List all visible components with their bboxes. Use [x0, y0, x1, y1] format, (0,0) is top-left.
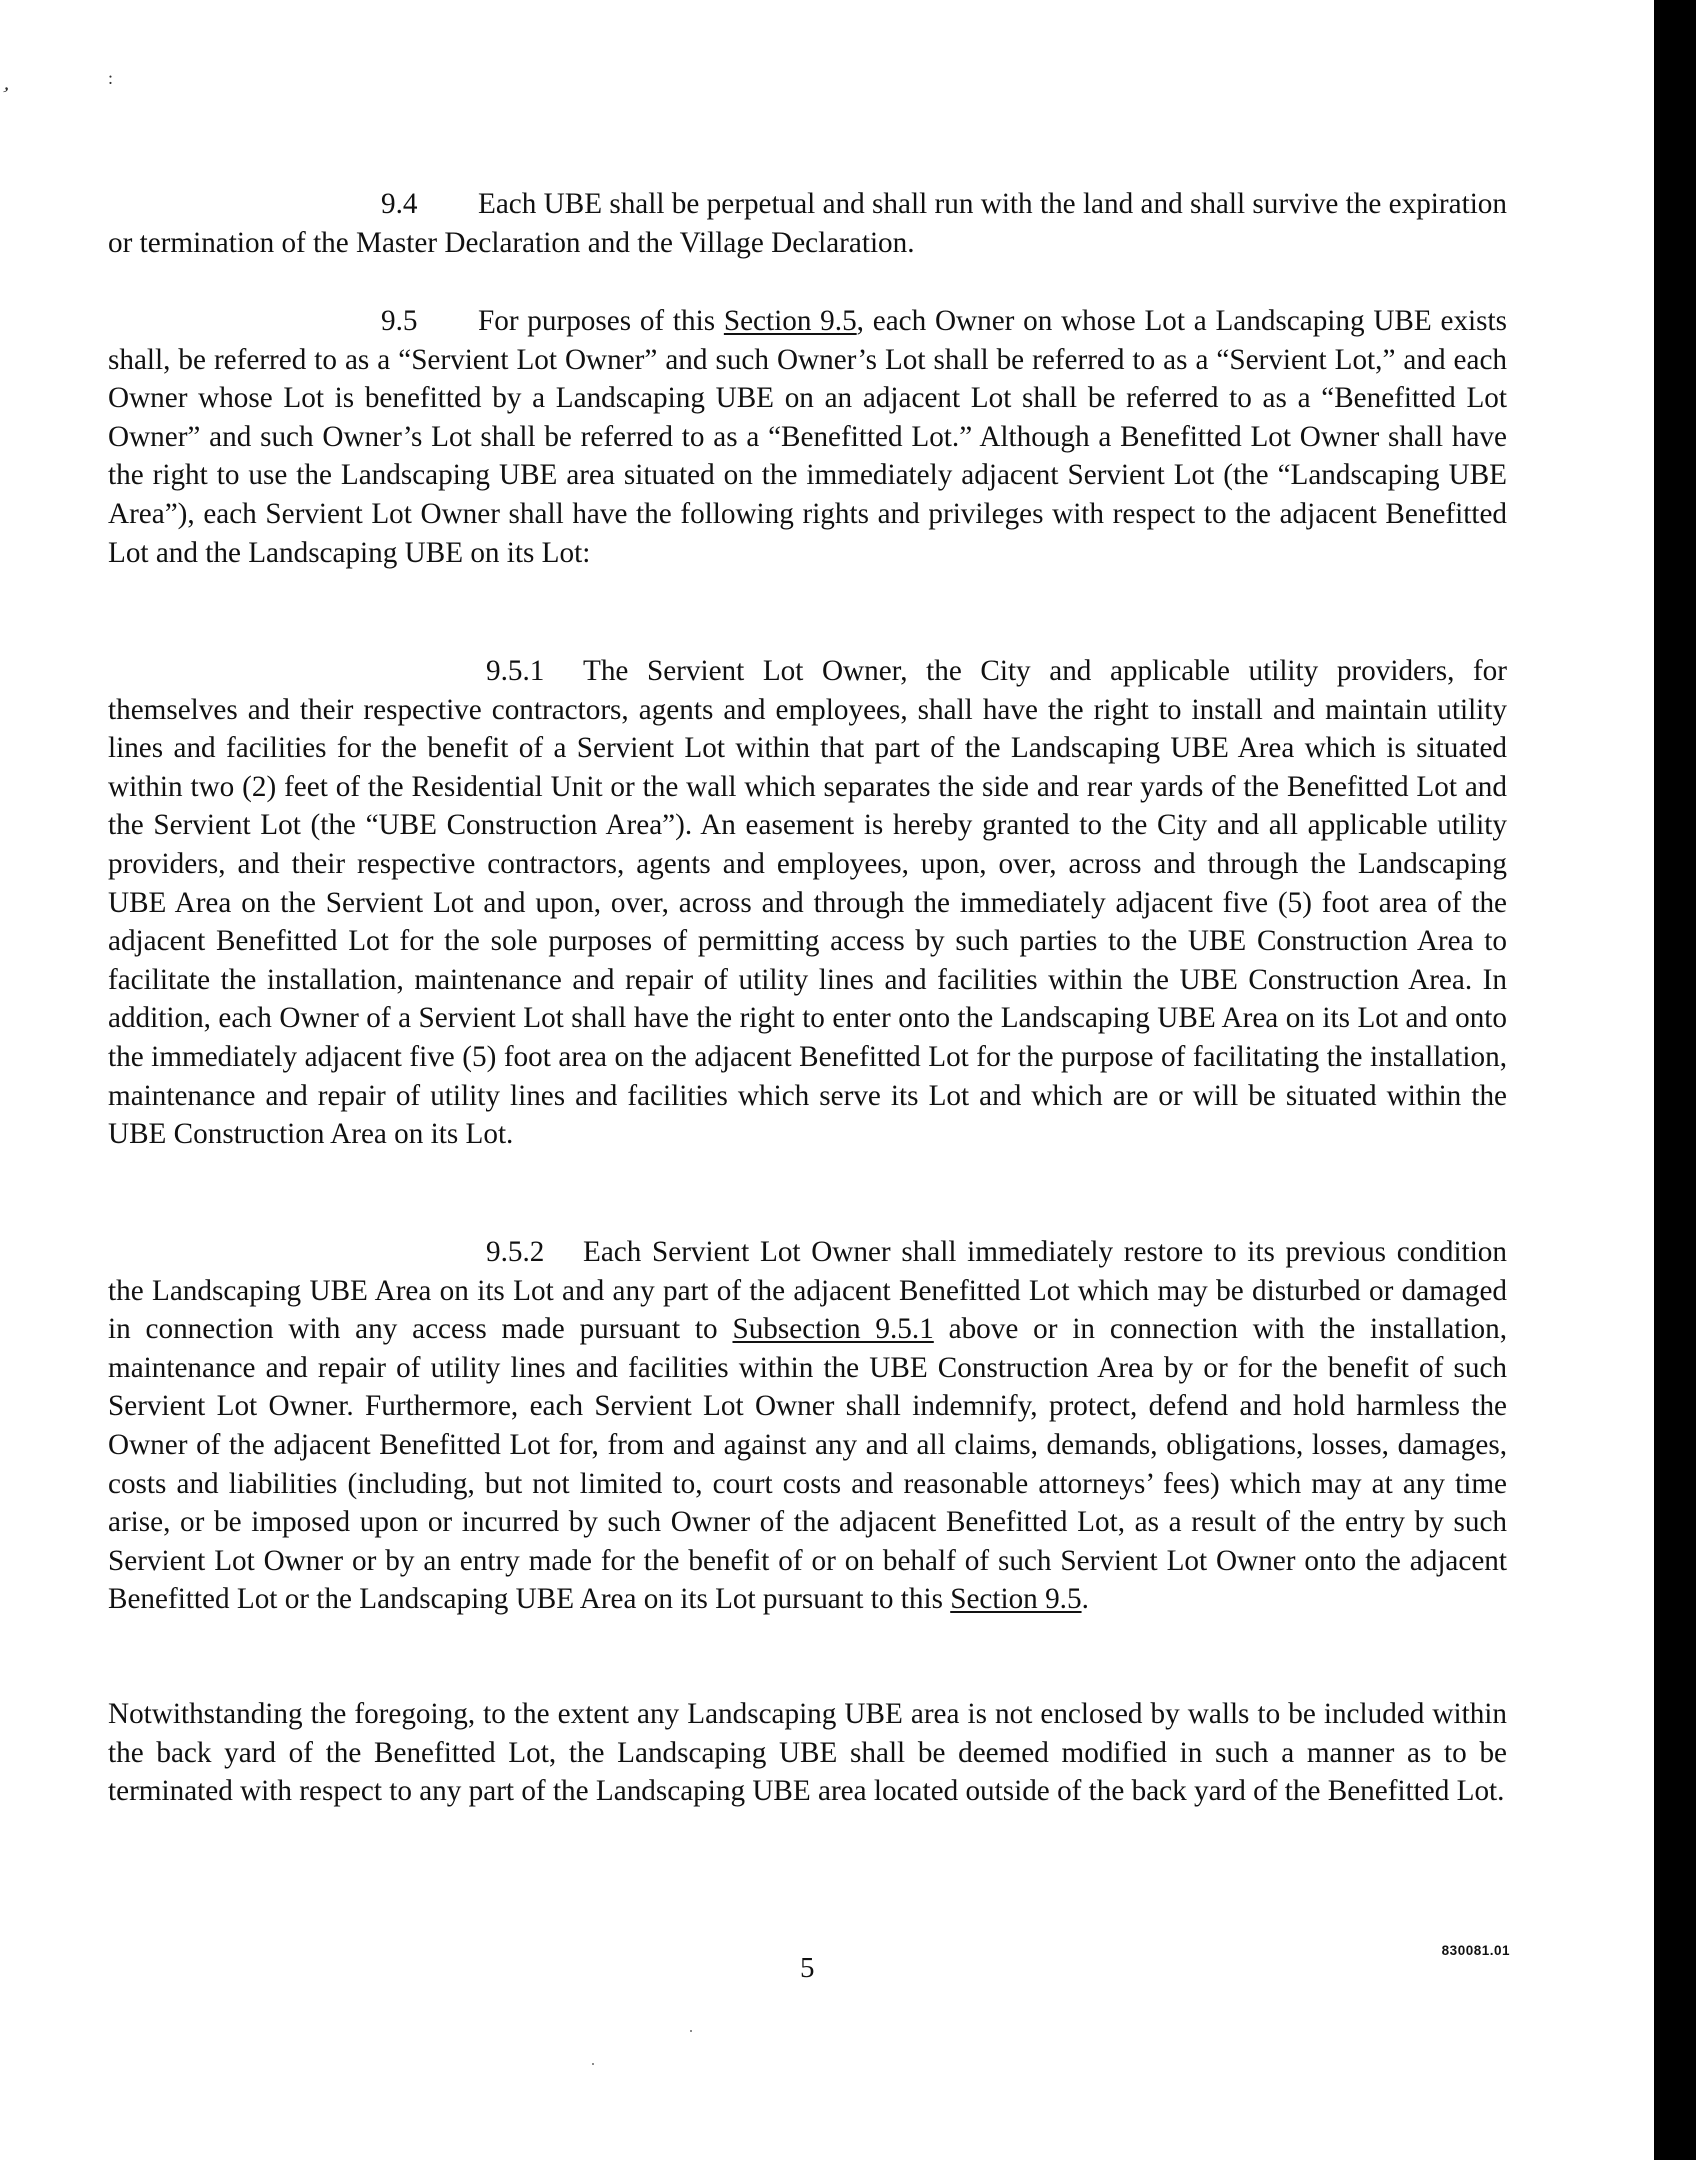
subsection-text: above or in connection with the installation, maintenance and repair of utility lines and facilities within the UBE Construction Area by or for the benefit of such Servient Lot Owner. Furthermore, each Servient Lot Owner shall indemnify, protect, defend and hold harmless the Owner of the adjacent Benefitted Lot for, from and against any and all claims, demands, obligations, losses, damages, costs and liabilities (including, but not limited to, court costs and reasonable attorneys’ fees) which may at any time arise, or be imposed upon or incurred by such Owner of the adjacent Benefitted Lot, as a result of the entry by such Servient Lot Owner or by an entry made for the benefit of or on behalf of such Servient Lot Owner onto the adjacent Benefitted Lot or the Landscaping UBE Area on its Lot pursuant to this	[108, 1313, 1507, 1616]
scan-edge-shadow	[1654, 0, 1696, 2160]
section-text: Each UBE shall be perpetual and shall run with the land and shall survive the expiration or termination of the Master Declaration and the Village Declaration.	[108, 188, 1507, 259]
scan-artifact-mark: ,	[2, 69, 16, 96]
subsection-number: 9.5.1	[486, 655, 545, 687]
subsection-9-5-2	[108, 1233, 1507, 1619]
section-number: 9.5	[381, 305, 418, 337]
subsection-reference: Subsection 9.5.1	[732, 1313, 934, 1346]
section-text: For purposes of this	[478, 305, 724, 337]
scan-speck	[690, 2030, 692, 2032]
subsection-9-5-1	[108, 652, 1507, 1154]
subsection-number: 9.5.2	[486, 1236, 545, 1268]
section-9-5	[108, 302, 1507, 572]
page-number: 5	[800, 1952, 815, 1984]
section-reference: Section 9.5	[723, 305, 857, 337]
scan-speck	[592, 2063, 594, 2065]
scan-artifact-mark: :	[108, 68, 114, 88]
document-code: 830081.01	[1441, 1943, 1510, 1958]
section-number: 9.4	[381, 188, 418, 220]
section-text: , each Owner on whose Lot a Landscaping UBE exists shall, be referred to as a “Servient Lot Owner” and such Owner’s Lot shall be referred to as a “Servient Lot,” and each Owner whose Lot is benefitted by a Landscaping UBE on an adjacent Lot shall be referred to as a “Benefitted Lot Owner” and such Owner’s Lot shall be referred to as a “Benefitted Lot.” Although a Benefitted Lot Owner shall have the right to use the Landscaping UBE area situated on the immediately adjacent Servient Lot (the “Landscaping UBE Area”), each Servient Lot Owner shall have the following rights and privileges with respect to the adjacent Benefitted Lot and the Landscaping UBE on its Lot:	[108, 305, 1507, 569]
section-9-4	[108, 185, 1507, 262]
subsection-text: .	[1081, 1583, 1089, 1616]
subsection-text: The Servient Lot Owner, the City and applicable utility providers, for themselves and their respective contractors, agents and employees, shall have the right to install and maintain utility lines and facilities for the benefit of a Servient Lot within that part of the Landscaping UBE Area which is situated within two (2) feet of the Residential Unit or the wall which separates the side and rear yards of the Benefitted Lot and the Servient Lot (the “UBE Construction Area”). An easement is hereby granted to the City and all applicable utility providers, and their respective contractors, agents and employees, upon, over, across and through the Landscaping UBE Area on the Servient Lot and upon, over, across and through the immediately adjacent five (5) foot area of the adjacent Benefitted Lot for the sole purposes of permitting access by such parties to the UBE Construction Area to facilitate the installation, maintenance and repair of utility lines and facilities within the UBE Construction Area. In addition, each Owner of a Servient Lot shall have the right to enter onto the Landscaping UBE Area on its Lot and onto the immediately adjacent five (5) foot area on the adjacent Benefitted Lot for the purpose of facilitating the installation, maintenance and repair of utility lines and facilities which serve its Lot and which are or will be situated within the UBE Construction Area on its Lot.	[108, 655, 1507, 1151]
closing-paragraph: Notwithstanding the foregoing, to the extent any Landscaping UBE area is not enclosed by walls to be included within the back yard of the Benefitted Lot, the Landscaping UBE shall be deemed modified in such a manner as to be terminated with respect to any part of the Landscaping UBE area located outside of the back yard of the Benefitted Lot.	[108, 1698, 1507, 1808]
section-reference: Section 9.5	[950, 1583, 1082, 1616]
subsection-text: Each Servient Lot Owner shall immediately restore to its previous condition the Landscaping UBE Area on its Lot and any part of the adjacent Benefitted Lot which may be disturbed or damaged in connection with any access made pursuant to	[108, 1236, 1507, 1346]
